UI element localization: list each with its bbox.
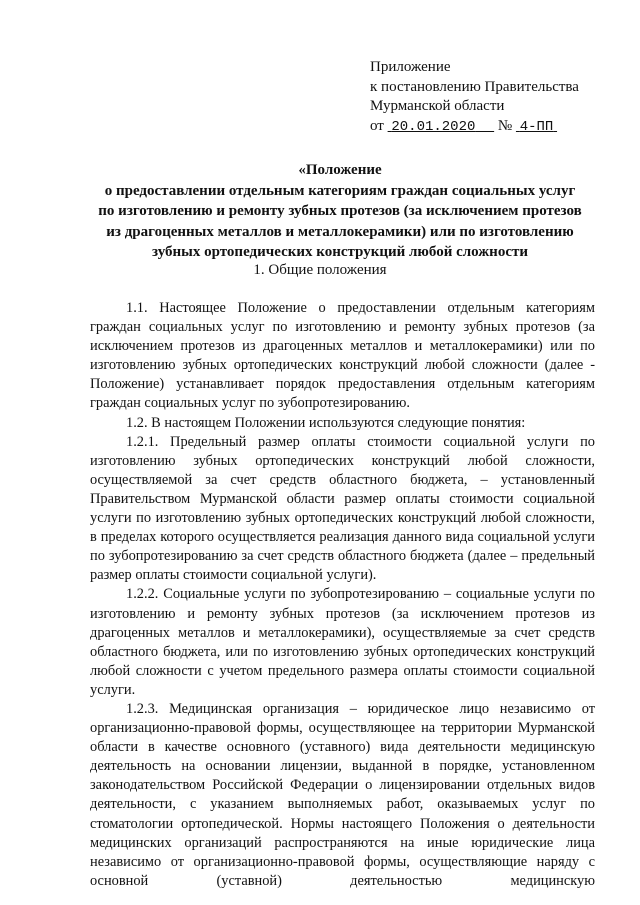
paragraph-1-1: 1.1. Настоящее Положение о предоставлении отдельным категориям граждан социальных услуг по изготовлению и ремонту зубных протезов (за исключением протезов из драгоценных металлов и металлокерамики) или по изготовлению зубных ортопедических конструкций любой сложности (далее - Положение) устанавливает порядок предоставления отдельным категориям граждан социальных услуг по зубопротезированию. [90, 300, 595, 412]
date-prefix: от [370, 117, 384, 134]
appendix-block [370, 58, 579, 137]
decree-number: 4-ПП [519, 118, 554, 135]
appendix-date-line [370, 117, 579, 138]
paragraph-1-2-1: 1.2.1. Предельный размер оплаты стоимости социальной услуги по изготовлению зубных ортопедических конструкций любой сложности, осуществляемой за счет средств областного бюджета, – установленный Правительством Мурманской области размер оплаты стоимости социальной услуги по изготовлению зубных ортопедических конструкций любой сложности, в пределах которого осуществляется реализация данного вида социальной услуги по зубопротезированию за счет средств областного бюджета (далее – предельный размер оплаты стоимости социальной услуги). [90, 433, 595, 584]
document-body [90, 299, 595, 891]
title-line-4: из драгоценных металлов и металлокерамики) или по изготовлению [106, 223, 574, 240]
decree-date: 20.01.2020 [391, 118, 476, 135]
paragraph-1-2: 1.2. В настоящем Положении используются следующие понятия: [126, 414, 526, 431]
paragraph-1-2-2: 1.2.2. Социальные услуги по зубопротезированию – социальные услуги по изготовлению и ремонту зубных протезов (за исключением протезов из драгоценных металлов и металлокерамики), осуществляемые за счет средств областного бюджета, или по изготовлению зубных ортопедических конструкций любой сложности с учетом предельного размера оплаты стоимости социальной услуги. [90, 586, 595, 698]
appendix-line-2: к постановлению Правительства [370, 78, 579, 95]
document-title [80, 160, 600, 263]
appendix-line-3: Мурманской области [370, 98, 505, 114]
paragraph-1-2-3: 1.2.3. Медицинская организация – юридическое лицо независимо от организационно-правовой формы, осуществляющее на территории Мурманской области в качестве основного (уставного) вида деятельности медицинскую деятельность на основании лицензии, выданной в порядке, установленном законодательством Российской Федерации о лицензировании отдельных видов деятельности, с указанием выполняемых работ, оказываемых услуг по стоматологии ортопедической. Нормы настоящего Положения о деятельности медицинских организаций распространяются на иные юридические лица независимо от организационно-правовой формы, осуществляющие наряду с основной (уставной) деятельностью медицинскую [90, 700, 595, 889]
title-line-1: «Положение [298, 162, 382, 178]
title-line-5: зубных ортопедических конструкций любой сложности [152, 244, 528, 260]
number-prefix: № [497, 117, 513, 134]
section-heading: 1. Общие положения [253, 262, 387, 278]
title-line-2: о предоставлении отдельным категориям граждан социальных услуг [104, 182, 576, 199]
title-line-3: по изготовлению и ремонту зубных протезов (за исключением протезов [98, 203, 582, 219]
appendix-line-1: Приложение [370, 59, 451, 75]
